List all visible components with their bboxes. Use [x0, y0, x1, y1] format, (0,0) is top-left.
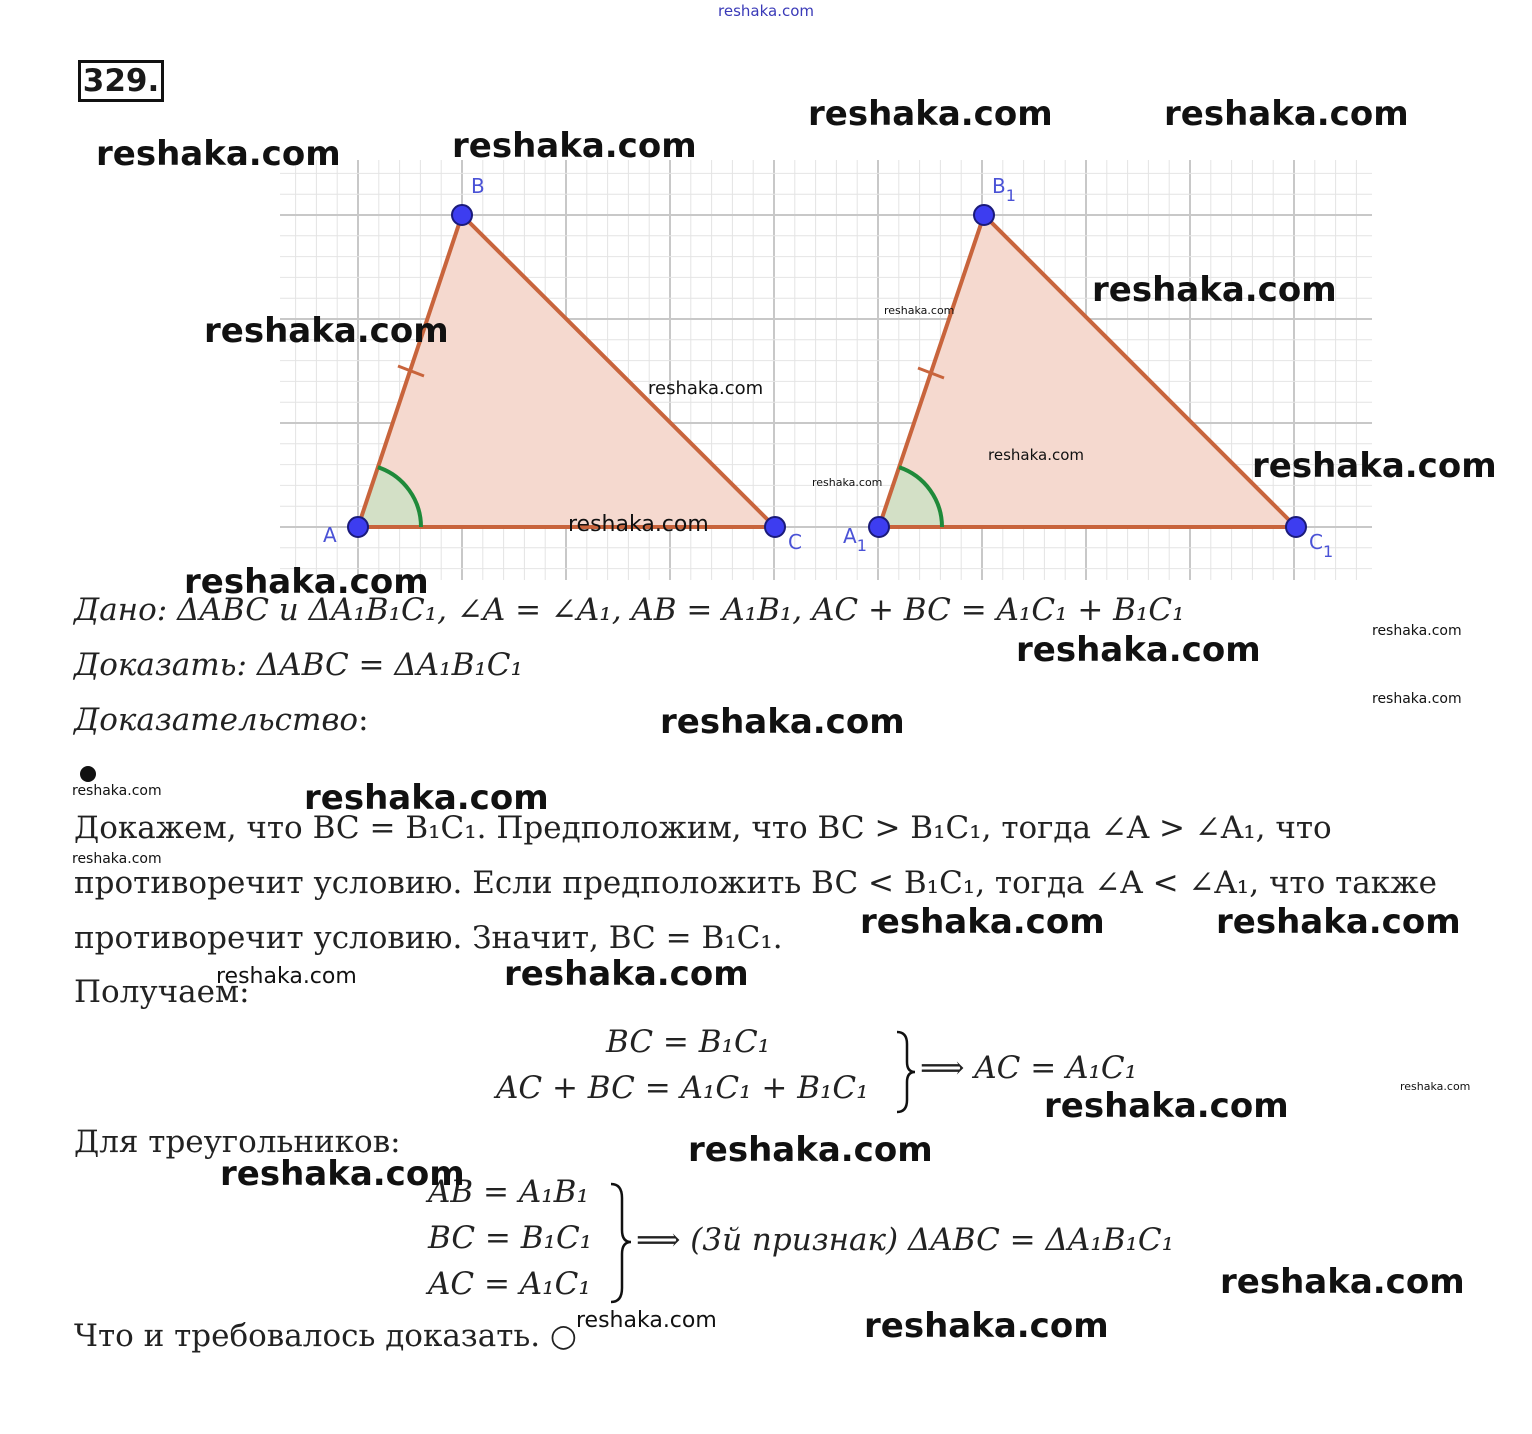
label-c1: $C_1$ [1309, 530, 1334, 561]
vertex-c1 [1286, 517, 1306, 537]
proof-colon: : [358, 702, 369, 738]
problem-number: 329. [78, 60, 164, 102]
bullet-marker [80, 766, 96, 782]
label-a: A [323, 523, 337, 547]
vertex-b [452, 205, 472, 225]
vertex-a [348, 517, 368, 537]
watermark: reshaka.com [812, 476, 883, 489]
watermark: reshaka.com [884, 304, 955, 317]
proof-heading [74, 702, 369, 738]
given-label: Дано [74, 592, 157, 628]
watermark: reshaka.com [1044, 1086, 1289, 1126]
watermark: reshaka.com [216, 964, 357, 989]
watermark: reshaka.com [72, 851, 162, 867]
geometry-diagram [280, 160, 1375, 585]
label-b: B [471, 174, 485, 198]
proof-line-1: Докажем, что BC = B₁C₁. Предположим, что BC > B₁C₁, тогда ∠A > ∠A₁, что [74, 810, 1332, 846]
watermark: reshaka.com [184, 562, 429, 602]
watermark: reshaka.com [1216, 902, 1461, 942]
watermark: reshaka.com [72, 783, 162, 799]
system2-line1: AB = A₁B₁ [428, 1174, 589, 1210]
watermark: reshaka.com [568, 512, 709, 537]
proof-line-2: противоречит условию. Если предположить BC < B₁C₁, тогда ∠A < ∠A₁, что также [74, 865, 1437, 901]
system2-line3: AC = A₁C₁ [428, 1266, 591, 1302]
label-b1: $B_1$ [992, 174, 1016, 205]
watermark: reshaka.com [808, 94, 1053, 134]
watermark: reshaka.com [1372, 623, 1462, 639]
watermark: reshaka.com [648, 378, 764, 399]
watermark: reshaka.com [1400, 1080, 1471, 1093]
system2-brace [607, 1182, 633, 1304]
watermark: reshaka.com [304, 778, 549, 818]
system2-result: ⟹ (3й признак) ΔABC = ΔA₁B₁C₁ [636, 1222, 1175, 1258]
watermark: reshaka.com [860, 902, 1105, 942]
watermark: reshaka.com [452, 126, 697, 166]
watermark: reshaka.com [1252, 446, 1497, 486]
watermark: reshaka.com [988, 446, 1084, 464]
watermark: reshaka.com [204, 311, 449, 351]
vertex-a1 [869, 517, 889, 537]
top-watermark: reshaka.com [718, 2, 814, 20]
triangle-a1b1c1 [879, 215, 1296, 527]
prove-line [74, 647, 523, 683]
label-a1: $A_1$ [843, 524, 867, 555]
conclusion: Что и требовалось доказать. ○ [74, 1318, 577, 1354]
watermark: reshaka.com [864, 1306, 1109, 1346]
proof-line-3: противоречит условию. Значит, BC = B₁C₁. [74, 920, 783, 956]
watermark: reshaka.com [576, 1308, 717, 1333]
watermark: reshaka.com [1220, 1262, 1465, 1302]
prove-text: : ΔABC = ΔA₁B₁C₁ [236, 647, 523, 683]
system1-brace [893, 1030, 917, 1114]
label-c: C [788, 530, 802, 554]
watermark: reshaka.com [1164, 94, 1409, 134]
system1-line2: AC + BC = A₁C₁ + B₁C₁ [496, 1070, 869, 1106]
watermark: reshaka.com [660, 702, 905, 742]
watermark: reshaka.com [96, 134, 341, 174]
system2-line2: BC = B₁C₁ [428, 1220, 593, 1256]
vertex-c [765, 517, 785, 537]
vertex-b1 [974, 205, 994, 225]
system1-result: ⟹ AC = A₁C₁ [920, 1050, 1138, 1086]
watermark: reshaka.com [1092, 270, 1337, 310]
watermark: reshaka.com [504, 954, 749, 994]
for-triangles-label: Для треугольников: [74, 1124, 401, 1160]
obtain-label: Получаем: [74, 974, 250, 1010]
watermark: reshaka.com [688, 1130, 933, 1170]
prove-label: Доказать [74, 647, 237, 683]
given-text: : ΔABC и ΔA₁B₁C₁, ∠A = ∠A₁, AB = A₁B₁, AC + BC = A₁C₁ + B₁C₁ [156, 592, 1185, 628]
system1-line1: BC = B₁C₁ [606, 1024, 771, 1060]
watermark: reshaka.com [1016, 630, 1261, 670]
watermark: reshaka.com [220, 1154, 465, 1194]
watermark: reshaka.com [1372, 691, 1462, 707]
proof-label: Доказательство [74, 702, 359, 738]
